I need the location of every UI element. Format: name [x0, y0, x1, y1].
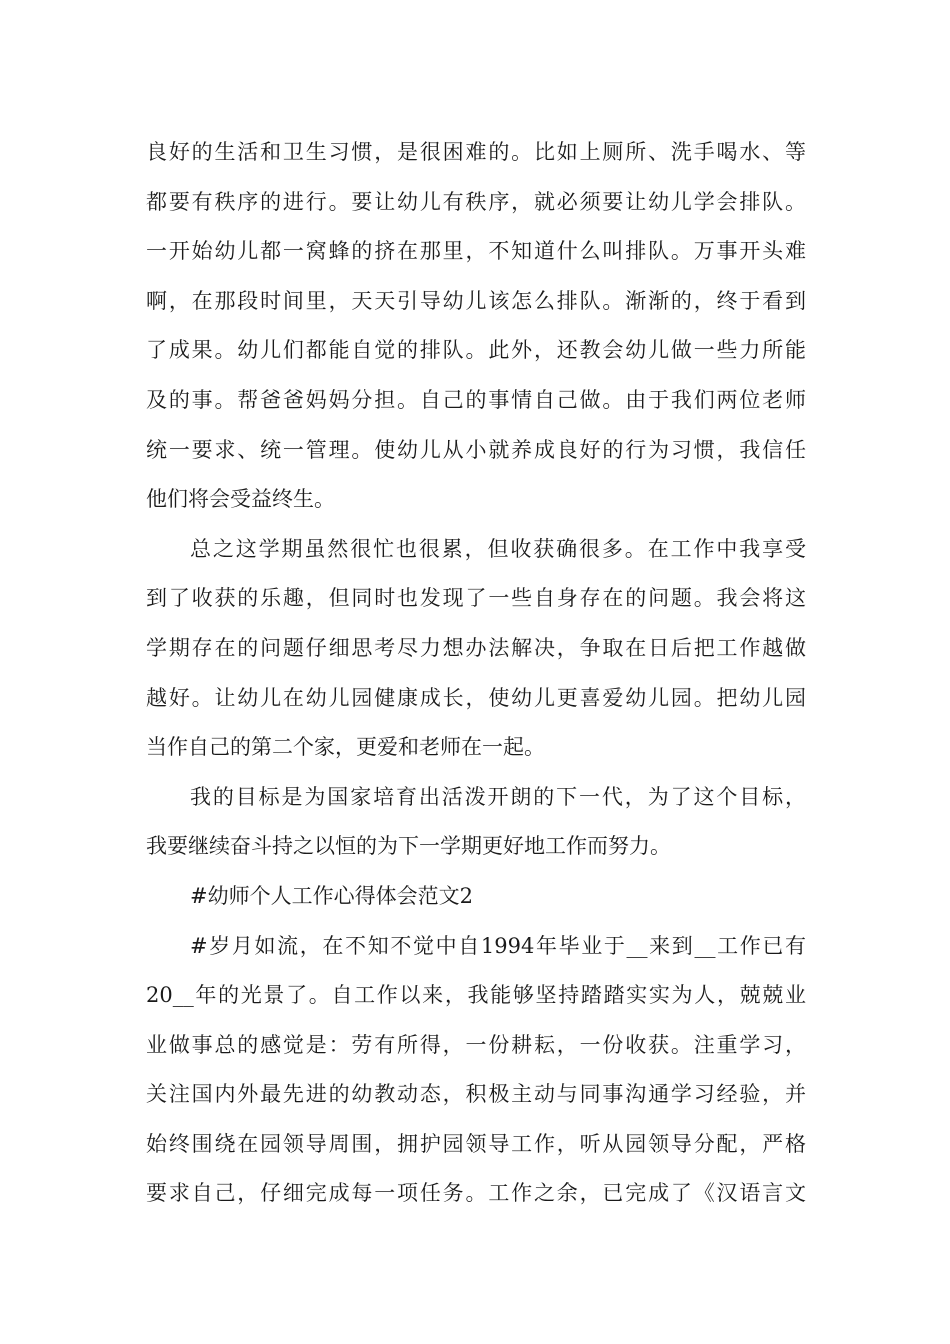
text-line: 我要继续奋斗持之以恒的为下一学期更好地工作而努力。 — [146, 834, 671, 859]
text-line: 都要有秩序的进行。要让幼儿有秩序，就必须要让幼儿学会排队。 — [146, 189, 806, 214]
text-line: 要求自己，仔细完成每一项任务。工作之余，已完成了《汉语言文 — [146, 1181, 806, 1206]
text-line: 学期存在的问题仔细思考尽力想办法解决，争取在日后把工作越做 — [146, 635, 806, 660]
text-line: 及的事。帮爸爸妈妈分担。自己的事情自己做。由于我们两位老师 — [146, 387, 806, 412]
text-line: 始终围绕在园领导周围，拥护园领导工作，听从园领导分配，严格 — [146, 1131, 806, 1156]
text-line: 到了收获的乐趣，但同时也发现了一些自身存在的问题。我会将这 — [146, 586, 806, 611]
text-line: 一开始幼儿都一窝蜂的挤在那里，不知道什么叫排队。万事开头难 — [146, 239, 806, 264]
section-heading: #幼师个人工作心得体会范文2 — [190, 883, 473, 908]
text-line: 了成果。幼儿们都能自觉的排队。此外，还教会幼儿做一些力所能 — [146, 338, 806, 363]
text-line: 他们将会受益终生。 — [146, 487, 335, 512]
text-line: 良好的生活和卫生习惯，是很困难的。比如上厕所、洗手喝水、等 — [146, 140, 806, 164]
text-line: 20__年的光景了。自工作以来，我能够坚持踏踏实实为人，兢兢业 — [146, 983, 806, 1008]
paragraph-start-line: #岁月如流，在不知不觉中自1994年毕业于__来到__工作已有 — [190, 933, 806, 958]
text-line: 当作自己的第二个家，更爱和老师在一起。 — [146, 735, 545, 760]
text-line: 统一要求、统一管理。使幼儿从小就养成良好的行为习惯，我信任 — [146, 437, 806, 462]
text-line: 啊，在那段时间里，天天引导幼儿该怎么排队。渐渐的，终于看到 — [146, 288, 806, 313]
text-line: 越好。让幼儿在幼儿园健康成长，使幼儿更喜爱幼儿园。把幼儿园 — [146, 685, 806, 710]
text-line: 关注国内外最先进的幼教动态，积极主动与同事沟通学习经验，并 — [146, 1082, 806, 1107]
document-page — [146, 128, 806, 1219]
text-line: 业做事总的感觉是：劳有所得，一份耕耘，一份收获。注重学习， — [146, 1032, 806, 1057]
paragraph-start-line: 我的目标是为国家培育出活泼开朗的下一代，为了这个目标， — [190, 784, 806, 809]
paragraph-start-line: 总之这学期虽然很忙也很累，但收获确很多。在工作中我享受 — [190, 536, 806, 561]
